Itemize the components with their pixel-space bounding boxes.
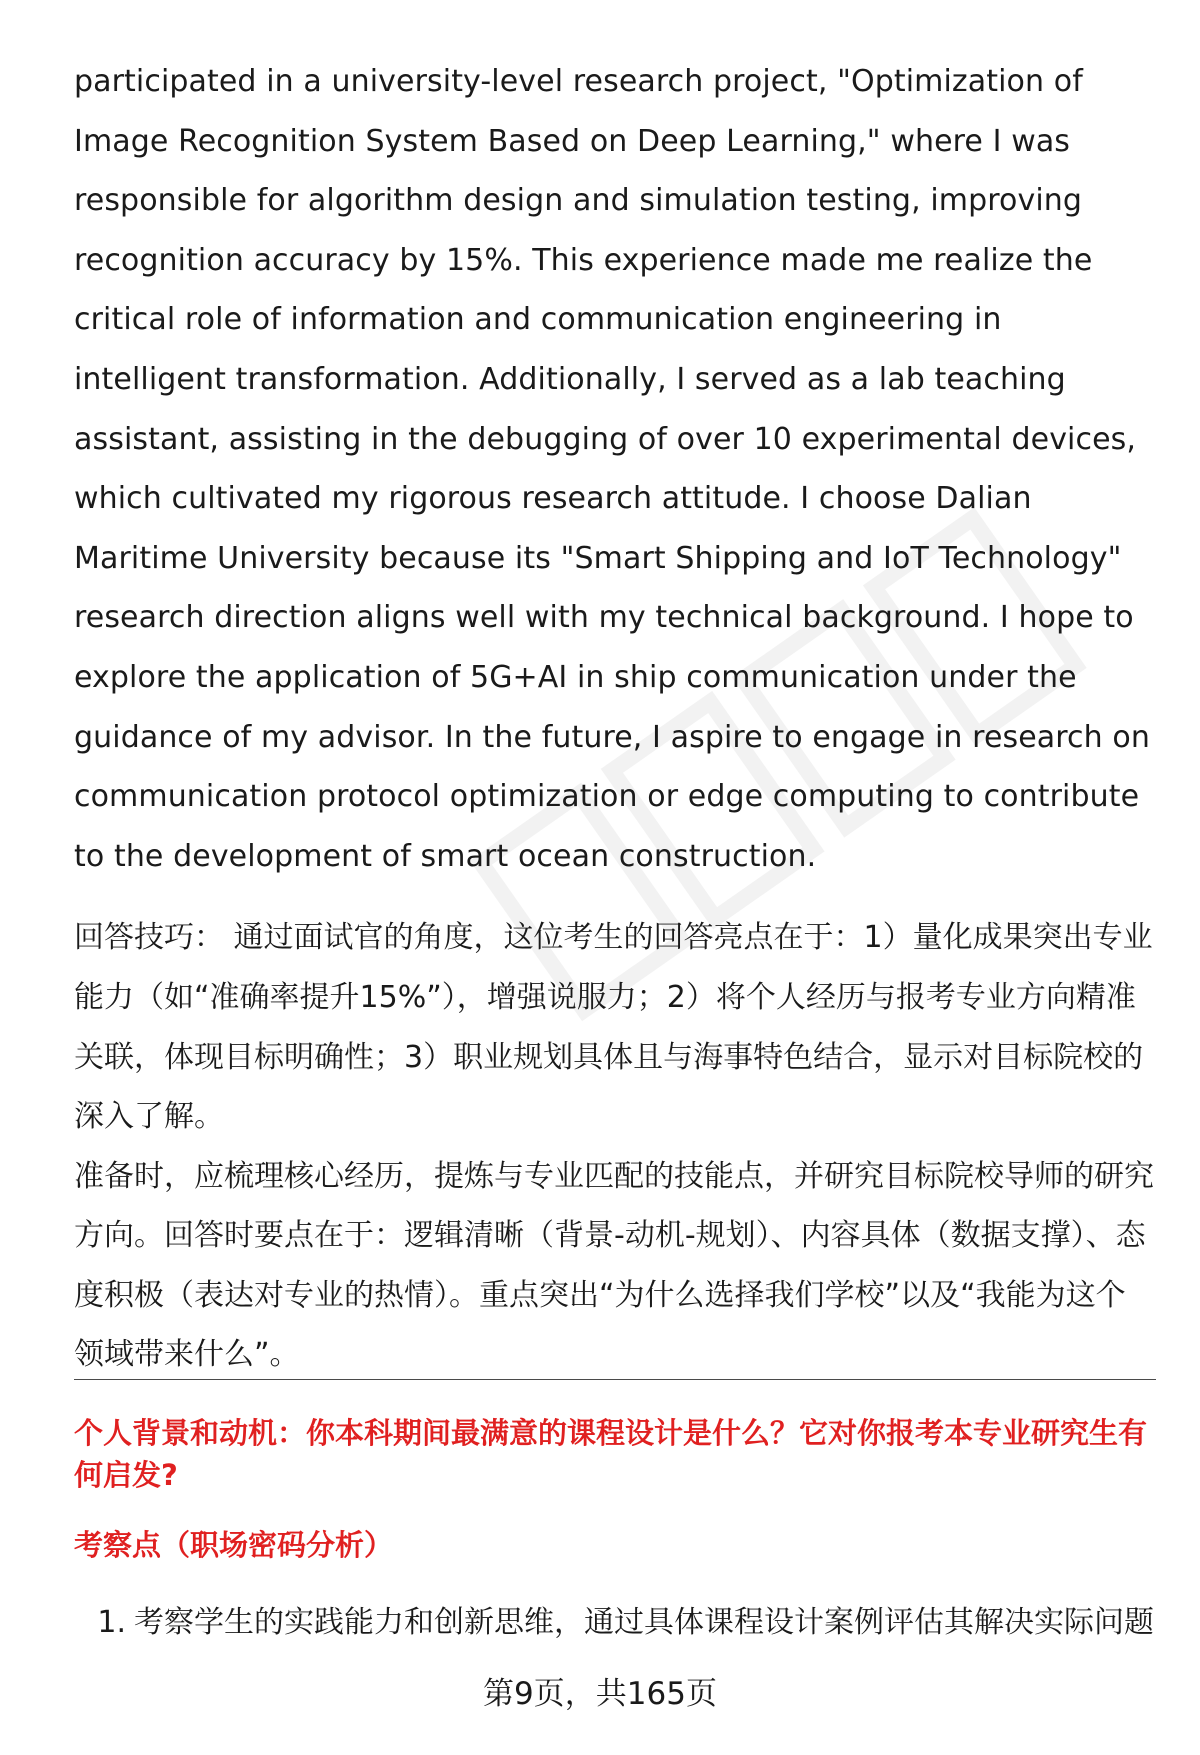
section-divider: [74, 1379, 1156, 1380]
question-title: 个人背景和动机：你本科期间最满意的课程设计是什么？它对你报考本专业研究生有何启发?: [74, 1416, 1148, 1492]
section-heading: 考察点（职场密码分析）: [74, 1528, 394, 1562]
page-number-footer: 第9页，共165页: [483, 1676, 717, 1712]
tips-paragraph: 回答技巧： 通过面试官的角度，这位考生的回答亮点在于：1）量化成果突出专业能力（如“准确率提升15%”），增强说服力；2）将个人经历与报考专业方向精准关联，体现目标明确性；3）职业规划具体且与海事特色结合，显示对目标院校的深入了解。: [74, 920, 1153, 1135]
list-item-text: 考察学生的实践能力和创新思维，通过具体课程设计案例评估其解决实际问题: [134, 1605, 1154, 1640]
tips-block: [74, 908, 1154, 1385]
answer-paragraph: participated in a university-level research project, "Optimization of Image Recognition System Based on Deep Learning," where I was responsible for algorithm design and simulation testing, improving recognition accuracy by 15%. This experience made me realize the critical role of information and communication engineering in intelligent transformation. Additionally, I served as a lab teaching assistant, assisting in the debugging of over 10 experimental devices, which cultivated my rigorous research attitude. I choose Dalian Maritime University because its "Smart Shipping and IoT Technology" research direction aligns well with my technical background. I hope to explore the application of 5G+AI in ship communication under the guidance of my advisor. In the future, I aspire to engage in research on communication protocol optimization or edge computing to contribute to the development of smart ocean construction.: [74, 64, 1150, 874]
page-content: [74, 52, 1154, 1385]
prep-paragraph: 准备时，应梳理核心经历，提炼与专业匹配的技能点，并研究目标院校导师的研究方向。回答时要点在于：逻辑清晰（背景-动机-规划）、内容具体（数据支撑）、态度积极（表达对专业的热情）。重点突出“为什么选择我们学校”以及“我能为这个领域带来什么”。: [74, 1158, 1154, 1373]
list-item: [74, 1600, 1156, 1646]
list-item-number: 1.: [97, 1605, 126, 1640]
